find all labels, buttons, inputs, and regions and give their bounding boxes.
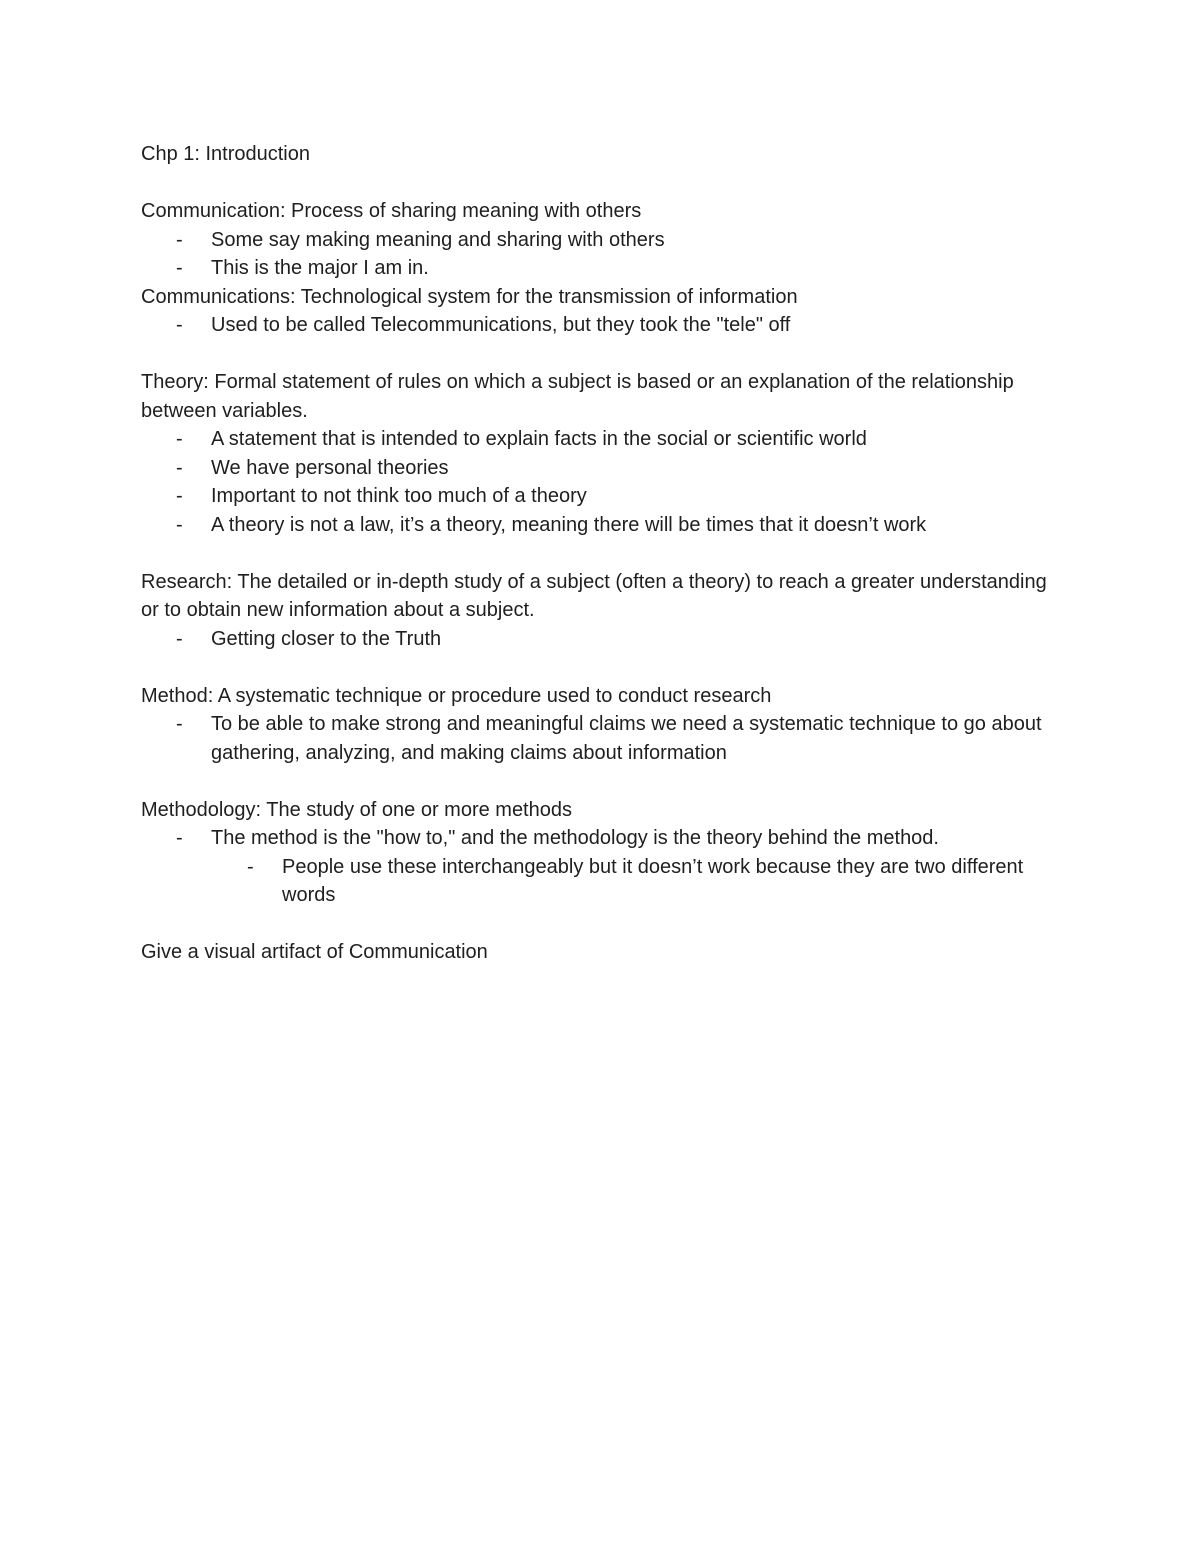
- dash-marker: -: [176, 257, 183, 279]
- document-title: Chp 1: Introduction: [141, 143, 310, 165]
- list-item: [141, 625, 1061, 654]
- theory-heading: Theory: Formal statement of rules on which a subject is based or an explanation of the relationship between variables.: [141, 371, 1014, 422]
- spacer: [141, 169, 1061, 198]
- dash-marker: -: [176, 513, 183, 536]
- list-item: [141, 710, 1061, 767]
- communication-heading: Communication: Process of sharing meaning with others: [141, 200, 642, 222]
- list-item-text: The method is the "how to," and the methodology is the theory behind the method.: [211, 827, 939, 849]
- document-page: [141, 140, 1061, 967]
- spacer: [141, 910, 1061, 939]
- list-item-text: We have personal theories: [211, 456, 449, 479]
- list-item-text: Important to not think too much of a theory: [211, 485, 587, 507]
- spacer: [141, 653, 1061, 682]
- list-item-text: Some say making meaning and sharing with others: [211, 228, 665, 251]
- method-heading: Method: A systematic technique or procedure used to conduct research: [141, 684, 772, 707]
- list-item: [141, 425, 1061, 454]
- closing-line: Give a visual artifact of Communication: [141, 941, 488, 963]
- dash-marker: -: [176, 485, 183, 507]
- dash-marker: -: [176, 228, 183, 251]
- list-item: [141, 511, 1061, 540]
- research-heading: Research: The detailed or in-depth study of a subject (often a theory) to reach a greater understanding or to obtain new information about a subject.: [141, 570, 1047, 621]
- list-item: [141, 824, 1061, 853]
- list-item: [141, 454, 1061, 483]
- spacer: [141, 539, 1061, 568]
- list-item: [141, 254, 1061, 283]
- list-item: [141, 482, 1061, 511]
- dash-marker: -: [176, 456, 183, 479]
- list-item-text: People use these interchangeably but it doesn’t work because they are two different words: [282, 855, 1024, 906]
- communications-heading: Communications: Technological system for the transmission of information: [141, 285, 798, 308]
- dash-marker: -: [176, 627, 183, 650]
- list-item-text: A statement that is intended to explain facts in the social or scientific world: [211, 428, 867, 450]
- list-item-text: To be able to make strong and meaningful claims we need a systematic technique to go about gathering, analyzing, and making claims about information: [211, 713, 1042, 764]
- dash-marker: -: [176, 314, 183, 336]
- dash-marker: -: [247, 855, 254, 878]
- spacer: [141, 767, 1061, 796]
- dash-marker: -: [176, 713, 183, 735]
- list-item-text: A theory is not a law, it’s a theory, meaning there will be times that it doesn’t work: [211, 513, 927, 536]
- methodology-heading: Methodology: The study of one or more methods: [141, 798, 572, 821]
- dash-marker: -: [176, 827, 183, 849]
- dash-marker: -: [176, 428, 183, 450]
- list-item-text: Getting closer to the Truth: [211, 627, 442, 650]
- list-item: [141, 226, 1061, 255]
- list-item: [141, 311, 1061, 340]
- list-item-text: This is the major I am in.: [211, 257, 429, 279]
- list-item-text: Used to be called Telecommunications, but they took the "tele" off: [211, 314, 791, 336]
- spacer: [141, 340, 1061, 369]
- sub-list-item: [141, 853, 1061, 910]
